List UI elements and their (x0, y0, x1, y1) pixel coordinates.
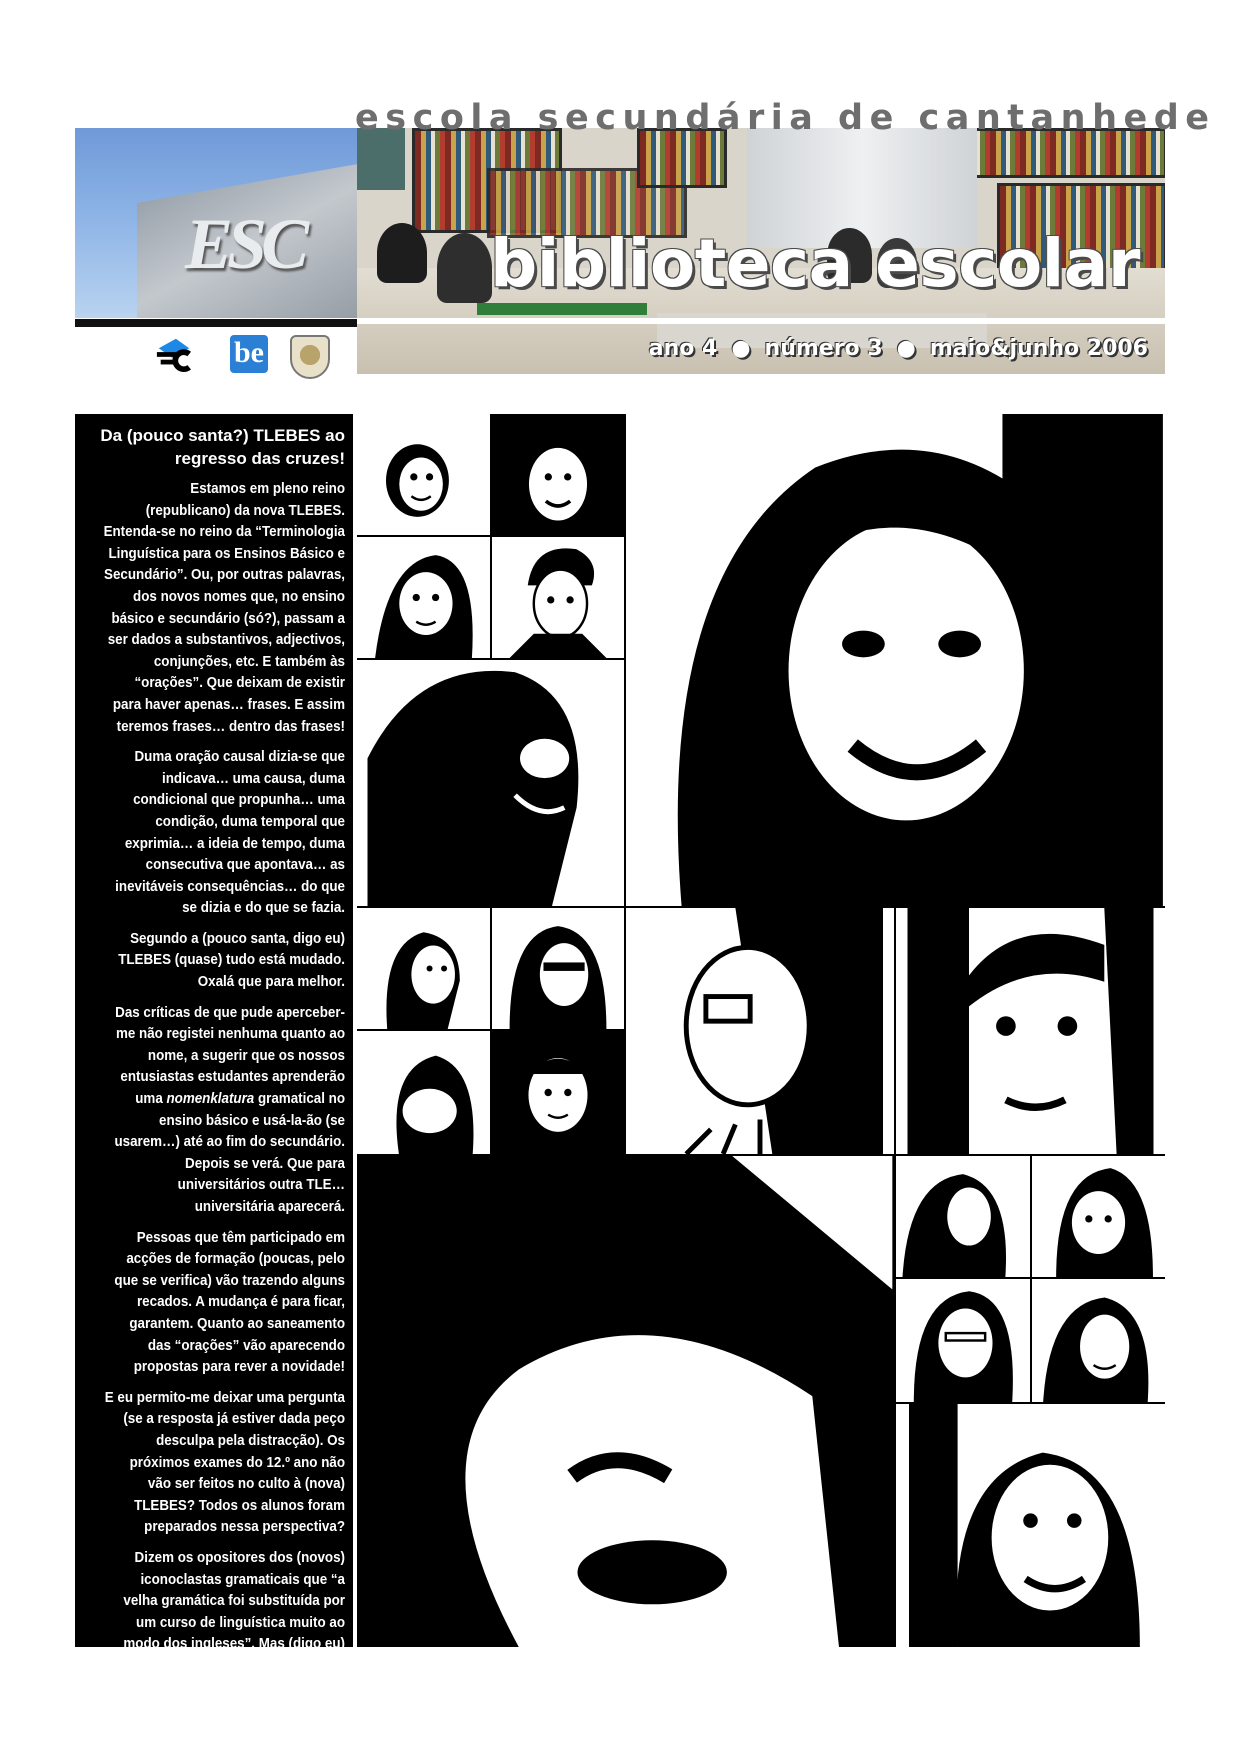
portrait-photo (357, 1156, 894, 1647)
portrait-photo (492, 537, 624, 658)
bullet-icon: ● (731, 336, 751, 361)
article-paragraph: Segundo a (pouco santa, digo eu) TLEBES (quase) tudo está mudado. Oxalá que para melhor. (118, 930, 345, 991)
publication-title: biblioteca escolar (490, 225, 1140, 302)
article-paragraph: Pessoas que têm participado em acções de formação (poucas, pelo que se verifica) vão trazendo alguns recados. A mudança é para ficar, garantem. Quanto ao saneamento das “orações” vão aparecendo propostas para rever a novidade! (114, 1229, 346, 1376)
text-emphasis: nomenklatura (166, 1091, 255, 1108)
portrait-photo (357, 908, 490, 1029)
be-library-logo (230, 335, 268, 373)
text-run: gramatical no ensino básico e usá-la-ão (se usarem…) até ao fim do secundário. Depois se verá. Que para universitários outra TLE… universitária aparecerá. (114, 1091, 345, 1215)
issue-info (649, 336, 1148, 361)
student-portrait-collage (357, 414, 1165, 1647)
school-name: escola secundária de cantanhede (355, 98, 1216, 138)
portrait-photo (357, 414, 490, 535)
article-paragraph (103, 1003, 345, 1219)
portrait-photo (626, 908, 894, 1154)
issue-year: ano 4 (648, 336, 718, 361)
text-run: Das críticas de que pude aperceber-me não registei nenhuma quanto ao nome, a sugerir que os nossos entusiastas estudantes aprenderão uma (115, 1004, 346, 1108)
article-paragraph (103, 1548, 345, 1722)
esc-school-logo (155, 335, 193, 373)
logo-bar-rule (75, 319, 357, 327)
bullet-icon: ● (896, 336, 916, 361)
portrait-photo (1032, 1279, 1165, 1402)
portrait-photo (492, 1031, 624, 1154)
portrait-photo (626, 414, 1165, 906)
portrait-photo (896, 1404, 1165, 1647)
portrait-photo (492, 414, 624, 535)
be-logo-text: be (234, 336, 264, 369)
article-paragraph: E eu permito-me deixar uma pergunta (se a resposta já estiver dada peço desculpa pela distracção). Os próximos exames do 12.º ano não vão ser feitos no culto à (nova) TLEBES? Todos os alunos foram preparados nessa perspectiva? (104, 1389, 345, 1536)
logo-bar (75, 327, 357, 375)
editorial-headline: Da (pouco santa?) TLEBES ao regresso das cruzes! (100, 426, 345, 468)
page-reference: [P.10] (318, 1704, 345, 1717)
text-run: Dizem os opositores dos (novos) iconoclastas gramaticais que “a velha gramática foi substituída por um curso de linguística muito ao modo dos ingleses”. Mas (digo eu) pior que isso serão as indecisões, os atrasos nos esclarecimentos, as dúvidas que pairam. (107, 1549, 346, 1718)
school-building-photo (75, 128, 357, 318)
municipal-crest-logo (290, 335, 330, 379)
portrait-photo (492, 908, 624, 1029)
portrait-photo (357, 660, 624, 906)
portrait-photo (896, 1279, 1030, 1402)
editorial-column (75, 414, 353, 1718)
portrait-photo (357, 537, 490, 658)
school-sign-logo: ESC (185, 204, 304, 284)
portrait-photo (1032, 1156, 1165, 1277)
article-paragraph: Estamos em pleno reino (republicano) da nova TLEBES. Entenda-se no reino da “Terminologia Linguística para os Ensinos Básico e Secundário”. Ou, por outras palavras, dos novos nomes que, no ensino básico e secundário (só?), passam a ser dados a substantivos, adjectivos, conjunções, etc. E também às “orações”. Que deixam de existir para haver apenas… frases. E assim teremos frases… dentro das frases! (103, 481, 346, 735)
portrait-photo (357, 1031, 490, 1154)
portrait-photo (896, 908, 1165, 1154)
portrait-photo (896, 1156, 1030, 1277)
article-paragraph: Duma oração causal dizia-se que indicava… uma causa, duma condicional que propunha… uma condição, duma temporal que exprimia… a ideia de tempo, duma consecutiva que apontava… as inevitáveis consequências… do que se dizia e do que se fazia. (115, 749, 345, 917)
title-divider (357, 318, 1165, 324)
issue-date: maio&junho 2006 (929, 336, 1148, 361)
issue-number: número 3 (764, 336, 883, 361)
